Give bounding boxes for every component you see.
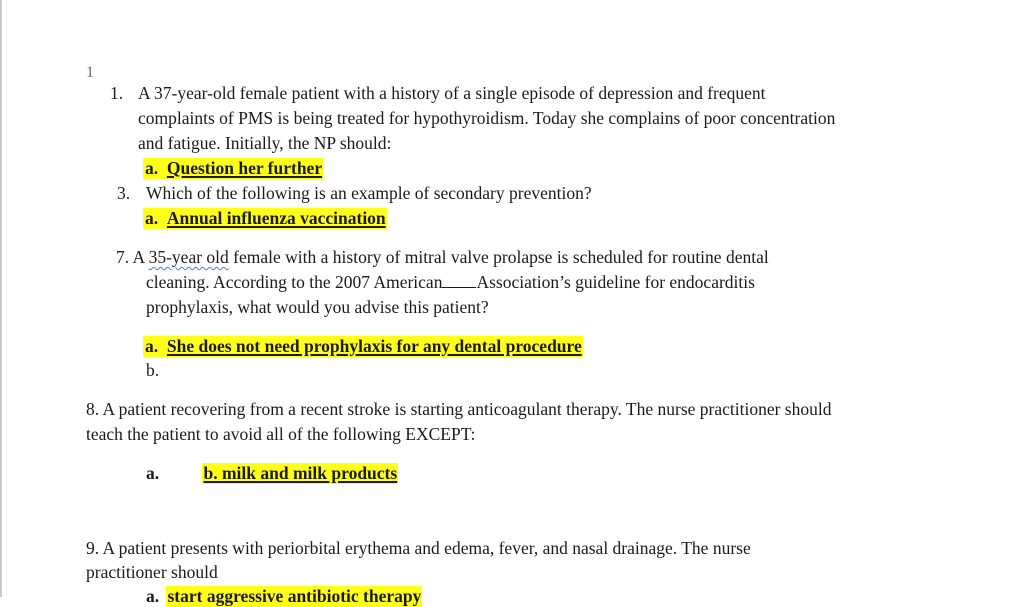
answer-letter: a. (145, 158, 159, 178)
answer-text: start aggressive antibiotic therapy (167, 586, 422, 606)
answer-letter: a. (146, 586, 160, 606)
question-7-line-1: 7. A 35-year old female with a history of mitral valve prolapse is scheduled for routine dental (116, 247, 769, 267)
question-9-answer-a[interactable] (146, 585, 422, 607)
spellcheck-flagged-text[interactable]: 35-year old (148, 247, 229, 267)
question-3-line-1: Which of the following is an example of secondary prevention? (146, 183, 592, 203)
question-8-number: 8. (86, 399, 100, 419)
question-7-line-2: cleaning. According to the 2007 American Association’s guideline for endocarditis (146, 272, 755, 292)
question-7-answer-b[interactable]: b. (146, 360, 160, 380)
answer-letter: a. (146, 463, 160, 483)
fill-in-blank (442, 273, 476, 288)
question-1-number: 1. (110, 83, 124, 103)
answer-letter: a. (145, 208, 159, 228)
question-1-line-1: A 37-year-old female patient with a history of a single episode of depression and frequent (138, 83, 766, 103)
question-8-answer-a[interactable] (146, 462, 398, 484)
question-9-line-1: 9. A patient presents with periorbital erythema and edema, fever, and nasal drainage. The nurse (86, 538, 751, 558)
question-8-line-2: teach the patient to avoid all of the following EXCEPT: (86, 424, 476, 444)
answer-text: Annual influenza vaccination (166, 208, 386, 228)
page-marker: 1 (86, 64, 94, 81)
question-1-line-2: complaints of PMS is being treated for hypothyroidism. Today she complains of poor concentration (138, 108, 836, 128)
question-9-number: 9. (86, 538, 100, 558)
question-8-line-1: 8. A patient recovering from a recent stroke is starting anticoagulant therapy. The nurse practitioner should (86, 399, 832, 419)
question-3-number: 3. (117, 183, 131, 203)
answer-text: Question her further (166, 158, 323, 178)
question-1-line-3: and fatigue. Initially, the NP should: (138, 133, 392, 153)
answer-text: b. milk and milk products (203, 463, 398, 483)
answer-text: She does not need prophylaxis for any dental procedure (166, 336, 582, 356)
question-7-number: 7. (116, 247, 130, 267)
answer-letter: a. (145, 336, 159, 356)
question-7-line-3: prophylaxis, what would you advise this patient? (146, 297, 489, 317)
question-3-answer-a[interactable] (143, 207, 387, 229)
question-9-line-2: practitioner should (86, 562, 218, 582)
question-1-answer-a[interactable] (143, 157, 323, 179)
question-7-answer-a[interactable] (143, 335, 583, 357)
